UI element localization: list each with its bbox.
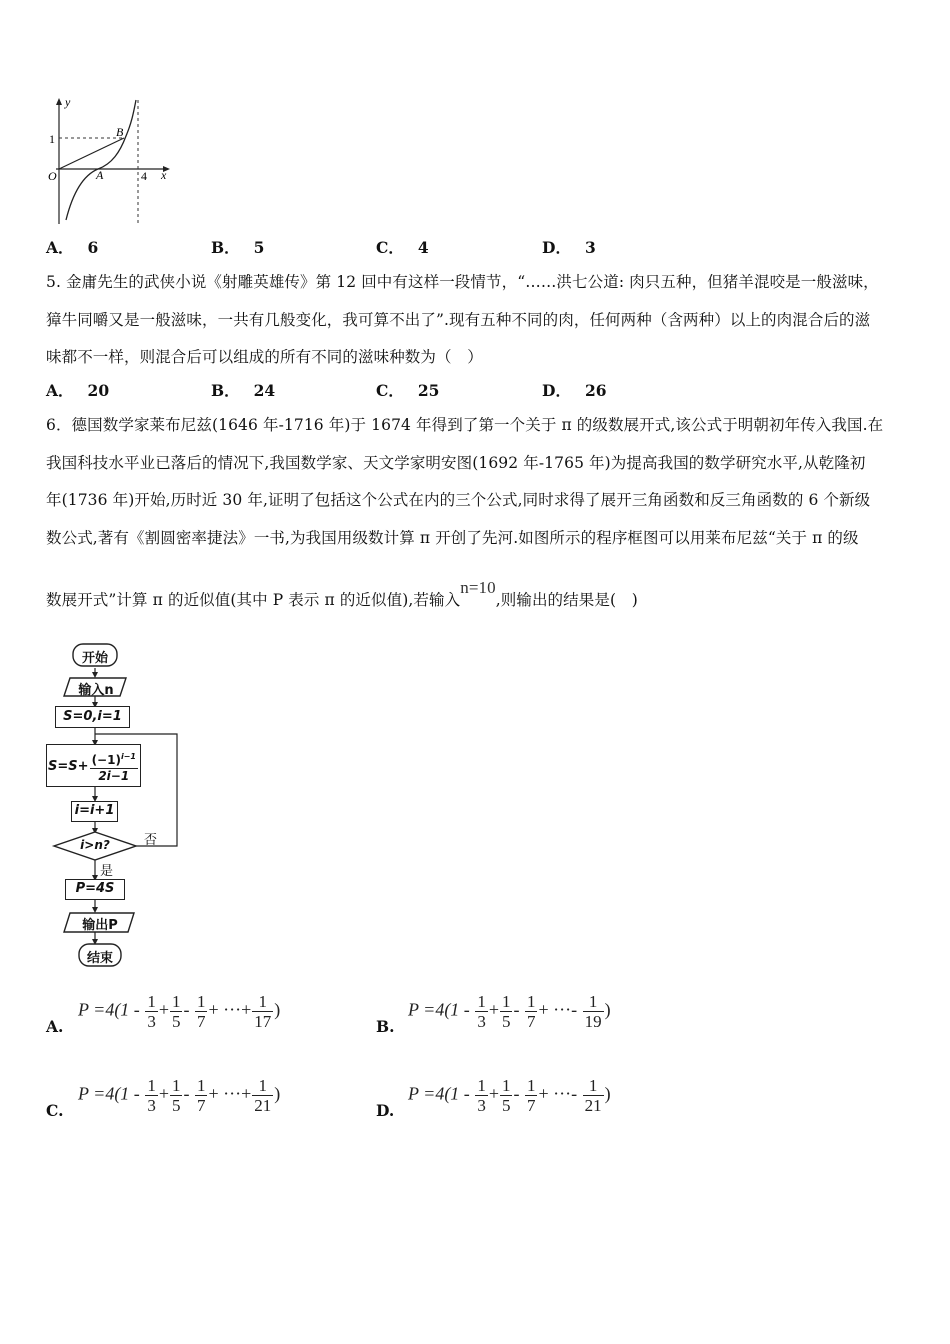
q4-option-a: A． 6	[46, 238, 99, 257]
q6-line-1: 6．德国数学家莱布尼兹(1646 年-1716 年)于 1674 年得到了第一个关于 π 的级数展开式,该公式于明朝初年传入我国.在	[46, 416, 884, 434]
q6-input-value: n=10	[460, 578, 496, 597]
point-a-label: A	[96, 168, 104, 182]
flow-end-label: 结束	[86, 951, 113, 966]
flow-frac-num: $(-1)^{i-1}$	[90, 749, 138, 769]
q5-option-c: C． 25	[376, 381, 440, 400]
flow-no-label: 否	[144, 833, 158, 848]
flow-input-label	[68, 679, 124, 698]
q6-line-5-suffix: ,则输出的结果是( )	[495, 591, 638, 609]
flow-update-box	[46, 744, 141, 787]
flow-frac-den: 2i−1	[98, 769, 130, 783]
flow-input-text: 输入n	[78, 683, 114, 698]
line-OB	[59, 138, 124, 169]
q5-option-b: B． 24	[211, 381, 276, 400]
function-graph	[40, 92, 180, 232]
q5-line-1: 5. 金庸先生的武侠小说《射雕英雄传》第 12 回中有这样一段情节，“……洪七公道: 肉只五种，但猪羊混咬是一般滋味，	[46, 273, 879, 291]
flow-compute-box	[65, 879, 125, 900]
q6-line-3: 年(1736 年)开始,历时近 30 年,证明了包括这个公式在内的三个公式,同时求得了展开三角函数和反三角函数的 6 个新级	[46, 491, 871, 509]
q6-option-a-letter: A.	[46, 1017, 64, 1036]
flow-update-fraction	[90, 749, 138, 784]
y-axis-arrow	[56, 98, 62, 105]
flow-yes-label: 是	[100, 864, 114, 879]
q6-option-a-formula: P =4(1 - $\frac{1}{3}$ + $\frac{1}{5}$ - $\frac{1}{7}$ + ···+ $\frac{1}{17}$ )	[78, 992, 281, 1031]
q6-option-d-letter: D.	[376, 1101, 395, 1120]
q5-line-2: 獐牛同嚼又是一般滋味，一共有几般变化，我可算不出了”.现有五种不同的肉，任何两种（含两种）以上的肉混合后的滋	[46, 311, 871, 329]
q6-line-4: 数公式,著有《割圆密率捷法》一书,为我国用级数计算 π 开创了先河.如图所示的程序框图可以用莱布尼兹“关于 π 的级	[46, 529, 859, 547]
flow-increment-text: i=i+1	[74, 803, 115, 818]
flow-condition-label: i>n?	[80, 838, 110, 852]
x-axis-label: x	[161, 168, 167, 182]
q6-line-5	[46, 578, 638, 610]
origin-label: O	[48, 169, 57, 183]
flow-update-text: S=S+	[48, 759, 89, 774]
q6-line-2: 我国科技水平业已落后的情况下,我国数学家、天文学家明安图(1692 年-1765 年)为提高我国的数学研究水平,从乾隆初	[46, 454, 866, 472]
flow-init-box	[55, 706, 130, 728]
flow-output-label: 输出P	[82, 918, 118, 933]
q5-line-3: 味都不一样，则混合后可以组成的所有不同的滋味种数为（ ）	[46, 348, 483, 366]
flow-init-text: S=0,i=1	[63, 709, 122, 724]
q5-option-a: A． 20	[46, 381, 110, 400]
q6-option-b-letter: B.	[376, 1017, 395, 1036]
q4-option-d: D． 3	[542, 238, 596, 257]
y-axis-label: y	[65, 95, 71, 109]
q5-option-d: D． 26	[542, 381, 607, 400]
flow-compute-text: P=4S	[75, 881, 115, 896]
q4-option-c: C． 4	[376, 238, 429, 257]
q6-option-c-formula: P =4(1 - $\frac{1}{3}$ + $\frac{1}{5}$ - $\frac{1}{7}$ + ···+ $\frac{1}{21}$ )	[78, 1076, 281, 1115]
q6-option-d-formula: P =4(1 - $\frac{1}{3}$ + $\frac{1}{5}$ - $\frac{1}{7}$ + ···- $\frac{1}{21}$ )	[408, 1076, 611, 1115]
four-label: 4	[141, 169, 147, 183]
q6-option-c-letter: C.	[46, 1101, 64, 1120]
point-b-label: B	[116, 125, 124, 139]
q6-option-b-formula: P =4(1 - $\frac{1}{3}$ + $\frac{1}{5}$ - $\frac{1}{7}$ + ···- $\frac{1}{19}$ )	[408, 992, 611, 1031]
flow-start-label: 开始	[81, 651, 108, 666]
q4-option-b: B． 5	[211, 238, 265, 257]
flow-increment-box	[71, 801, 118, 822]
one-label: 1	[49, 132, 55, 146]
q6-line-5-prefix: 数展开式”计算 π 的近似值(其中 P 表示 π 的近似值),若输入	[46, 591, 461, 609]
